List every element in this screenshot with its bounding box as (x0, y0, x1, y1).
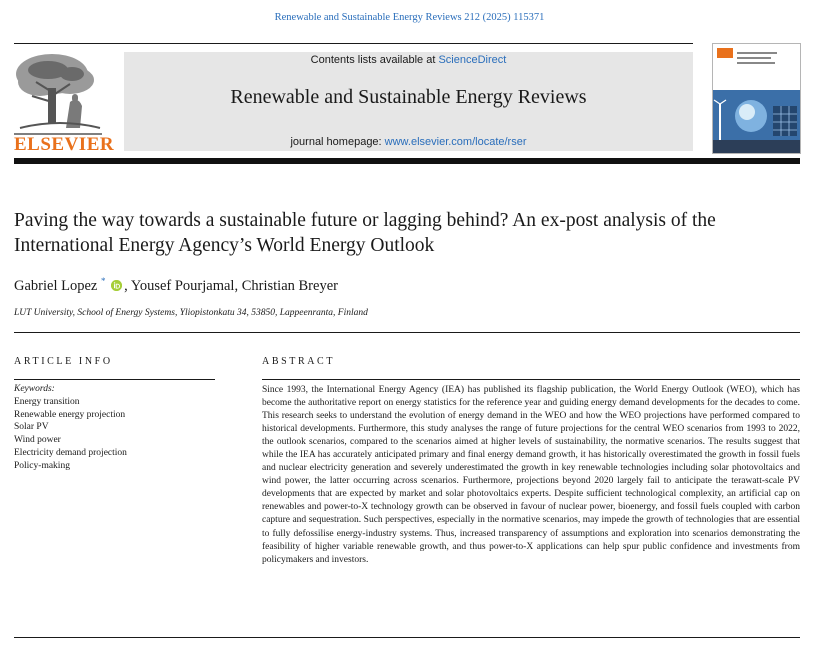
contents-line (124, 54, 693, 66)
abstract-rule (262, 379, 800, 380)
journal-banner (124, 52, 693, 151)
author-separator: , (234, 277, 242, 294)
journal-homepage-link[interactable]: www.elsevier.com/locate/rser (384, 136, 527, 148)
journal-citation[interactable]: Renewable and Sustainable Energy Reviews 212 (2025) 115371 (274, 12, 545, 23)
keyword-item: Electricity demand projection (14, 447, 127, 458)
bottom-rule (14, 637, 800, 638)
corresponding-author-mark[interactable]: * (100, 276, 106, 286)
keyword-item: Solar PV (14, 422, 49, 433)
abstract-heading: ABSTRACT (262, 356, 336, 367)
keyword-list (14, 396, 127, 472)
author-list (14, 276, 338, 295)
journal-title[interactable]: Renewable and Sustainable Energy Reviews (230, 86, 587, 108)
abstract-text: Since 1993, the International Energy Agency (IEA) has published its flagship publication, the World Energy Outlook (WEO), which has become the authoritative report on energy statistics for the reference year and guiding energy demand developments for the decades to come. This research seeks to understand the evolution of energy demand in the WEO and how the WEO projections have performed compared to historical developments. Furthermore, this study analyses the range of future projections for the central WEO scenarios from 1993 to 2022, the outlook scenarios, compared to the scenarios aimed at higher levels of sustainability, the normative scenarios. The results suggest that while the IEA has accurately anticipated primary and final energy demand growth, it has historically overestimated the growth in fossil fuels and nuclear electricity generation and severely underestimated the growth in key renewable technologies including solar photovoltaics and wind power, the latter occurring across scenarios. Furthermore, projections beyond 2020 largely fail to anticipate the terawatt-scale PV developments that are expected by market and solar photovoltaics experts. Despite sufficient technological complexity, an artificial cap on renewables and power-to-X technology growth can be observed in favour of nuclear power, bioenergy, and fossil fuels coupled with carbon capture and sequestration. Such perspectives, especially in the normative scenarios, may impede the growth of technologies that are essential to fully defossilise energy-industry systems. Thus, increased transparency of assumptions and exploration into scenarios demonstrating the feasibility of higher variable renewable growth, and thus power-to-X applications can help spur public confidence and investments from policymakers and investors. (262, 385, 800, 565)
article-info-rule (14, 379, 215, 380)
header-rule (14, 43, 693, 44)
section-rule (14, 332, 800, 333)
elsevier-wordmark: ELSEVIER (14, 134, 115, 155)
author-name[interactable]: Gabriel Lopez (14, 277, 98, 294)
author-separator: , (124, 277, 131, 294)
orcid-icon[interactable] (111, 280, 122, 291)
sciencedirect-link[interactable]: ScienceDirect (438, 54, 507, 66)
article-title: Paving the way towards a sustainable future or lagging behind? An ex-post analysis of the International Energy Agency’s World Energy Outlook (14, 210, 716, 256)
homepage-prefix: journal homepage: (290, 136, 385, 148)
keyword-item: Wind power (14, 435, 61, 446)
article-info-heading: ARTICLE INFO (14, 356, 113, 367)
author-name[interactable]: Christian Breyer (241, 277, 338, 294)
affiliation: LUT University, School of Energy Systems, Yliopistonkatu 34, 53850, Lappeenranta, Finland (14, 308, 368, 318)
homepage-line (124, 136, 693, 148)
journal-cover-thumbnail-icon[interactable] (712, 43, 801, 154)
keyword-item: Energy transition (14, 397, 80, 407)
keywords-label: Keywords: (14, 384, 55, 394)
masthead-rule (14, 158, 800, 164)
author-name[interactable]: Yousef Pourjamal (130, 277, 235, 294)
contents-prefix: Contents lists available at (310, 54, 439, 66)
keyword-item: Renewable energy projection (14, 409, 126, 420)
keyword-item: Policy-making (14, 460, 70, 471)
